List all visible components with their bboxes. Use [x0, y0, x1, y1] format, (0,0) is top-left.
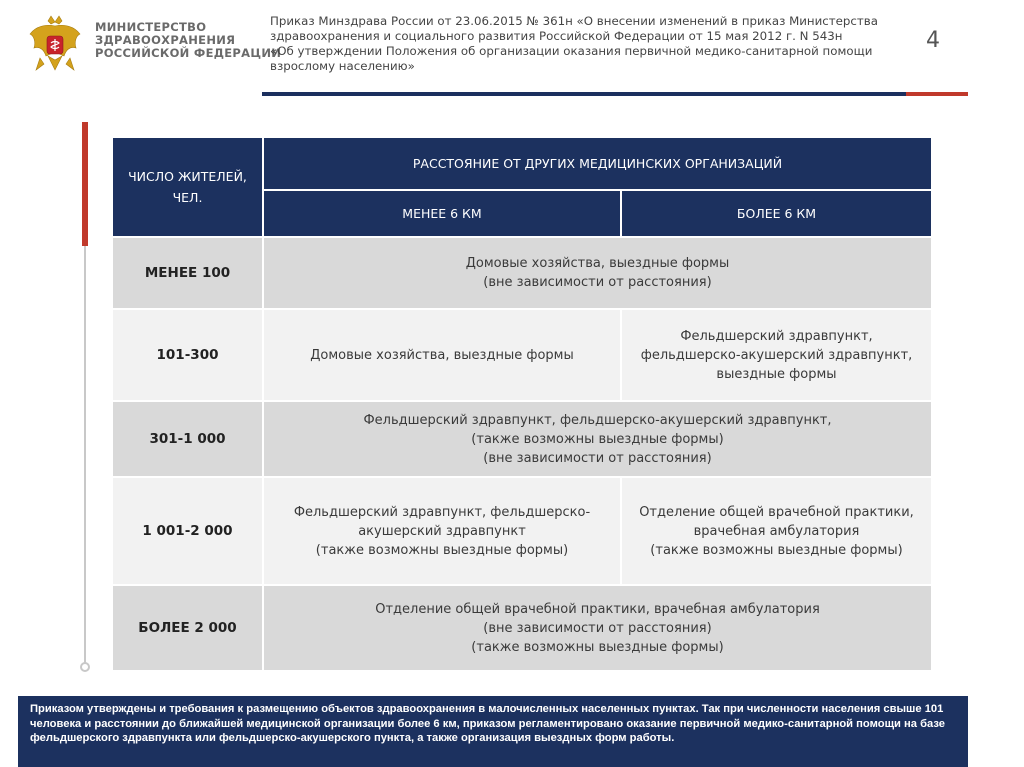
- ministry-line-3: РОССИЙСКОЙ ФЕДЕРАЦИИ: [95, 46, 282, 60]
- cell-101-300-less: Домовые хозяйства, выездные формы: [264, 310, 620, 400]
- ministry-line-1: МИНИСТЕРСТВО: [95, 20, 207, 34]
- header-more-6km: БОЛЕЕ 6 КМ: [622, 191, 931, 236]
- side-accent-bar: [82, 122, 88, 246]
- order-line-2: здравоохранения и социального развития Российской Федерации от 15 мая 2012 г. N 543н: [270, 29, 843, 43]
- ministry-name: [95, 21, 281, 60]
- row-label-301-1000: 301-1 000: [113, 402, 262, 476]
- facility-placement-table: [113, 138, 931, 670]
- ministry-line-2: ЗДРАВООХРАНЕНИЯ: [95, 33, 236, 47]
- header-residents: ЧИСЛО ЖИТЕЛЕЙ, ЧЕЛ.: [113, 138, 262, 236]
- cell-1001-2000-less: Фельдшерский здравпункт, фельдшерско- акушерский здравпункт (также возможны выездные формы): [264, 478, 620, 584]
- summary-note: Приказом утверждены и требования к размещению объектов здравоохранения в малочисленных населенных пунктах. Так при численности населения свыше 101 человека и расстоянии до ближайшей медицинской организации более 6 км, приказом регламентировано оказание первичной медико-санитарной помощи на базе фельдшерского здравпункта или фельдшерско-акушерского пункта, а также организация выездных форм работы.: [18, 696, 968, 767]
- header-less-6km: МЕНЕЕ 6 КМ: [264, 191, 620, 236]
- order-title: [270, 14, 900, 74]
- row-label-101-300: 101-300: [113, 310, 262, 400]
- side-line-end-dot: [80, 662, 90, 672]
- cell-301-1000: Фельдшерский здравпункт, фельдшерско-акушерский здравпункт, (также возможны выездные формы) (вне зависимости от расстояния): [264, 402, 931, 476]
- coat-of-arms-icon: [26, 12, 84, 80]
- side-line: [84, 246, 86, 666]
- order-line-3: «Об утверждении Положения об организации оказания первичной медико-санитарной помощи: [270, 44, 873, 58]
- cell-over-2000: Отделение общей врачебной практики, врачебная амбулатория (вне зависимости от расстояния) (также возможны выездные формы): [264, 586, 931, 670]
- order-line-4: взрослому населению»: [270, 59, 415, 73]
- order-line-1: Приказ Минздрава России от 23.06.2015 № 361н «О внесении изменений в приказ Министерства: [270, 14, 878, 28]
- row-label-1001-2000: 1 001-2 000: [113, 478, 262, 584]
- page-number: 4: [926, 28, 940, 53]
- header-distance: РАССТОЯНИЕ ОТ ДРУГИХ МЕДИЦИНСКИХ ОРГАНИЗАЦИЙ: [264, 138, 931, 189]
- cell-under-100: Домовые хозяйства, выездные формы (вне зависимости от расстояния): [264, 238, 931, 308]
- row-label-under-100: МЕНЕЕ 100: [113, 238, 262, 308]
- header-divider: [262, 92, 906, 96]
- cell-1001-2000-more: Отделение общей врачебной практики, врачебная амбулатория (также возможны выездные формы): [622, 478, 931, 584]
- header-divider-accent: [906, 92, 968, 96]
- row-label-over-2000: БОЛЕЕ 2 000: [113, 586, 262, 670]
- cell-101-300-more: Фельдшерский здравпункт, фельдшерско-акушерский здравпункт, выездные формы: [622, 310, 931, 400]
